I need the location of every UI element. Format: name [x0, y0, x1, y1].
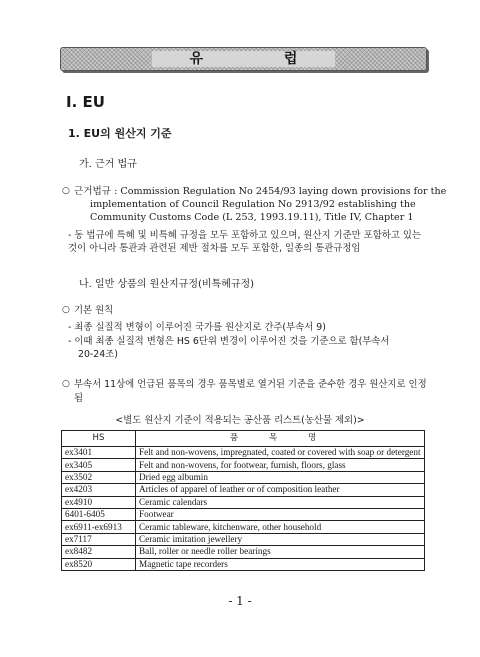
hs-code-cell: ex4203 [62, 484, 136, 496]
table-row [62, 471, 425, 483]
table-row [62, 496, 425, 508]
bullet-circle-icon: ○ [62, 379, 70, 389]
principle-rule-2 [68, 335, 430, 361]
table-row [62, 447, 425, 459]
table-row [62, 521, 425, 533]
legal-basis-note: - 동 법규에 특혜 및 비특혜 규정을 모두 포함하고 있으며, 원산지 기준만 포함하고 있는 것이 아니라 통관과 관련된 제반 절차를 모두 포함한, 일종의 통관규정임 [68, 230, 422, 254]
description-cell: Ceramic imitation jewellery [136, 533, 425, 545]
product-list-table [61, 430, 425, 571]
annex-note-text: 부속서 11상에 언급된 품목의 경우 품목별로 열거된 기준을 준수한 경우 원산지로 인정됨 [74, 379, 427, 404]
chapter-banner [60, 47, 427, 71]
hs-code-cell: ex3405 [62, 459, 136, 471]
page-number: - 1 - [228, 594, 252, 608]
chapter-title: 유 럽 [152, 51, 336, 67]
table-header-row [62, 431, 425, 447]
hs-code-cell: ex7117 [62, 533, 136, 545]
principle-rule-1: - 최종 실질적 변형이 이루어진 국가를 원산지로 간주(부속서 9) [68, 322, 326, 333]
section-heading: Ⅰ. EU [66, 93, 105, 111]
description-cell: Ball, roller or needle roller bearings [136, 546, 425, 558]
bullet-circle-icon: ○ [62, 305, 70, 315]
principle-rule-2-line2: 20-24조) [78, 349, 118, 360]
table-caption: <별도 원산지 기준이 적용되는 공산품 리스트(농산물 제외)> [115, 415, 365, 426]
description-cell: Articles of apparel of leather or of composition leather [136, 484, 425, 496]
hs-code-cell: ex6911-ex6913 [62, 521, 136, 533]
table-row [62, 533, 425, 545]
hs-code-cell: ex4910 [62, 496, 136, 508]
description-cell: Footwear [136, 508, 425, 520]
hs-code-cell: ex3502 [62, 471, 136, 483]
table-row [62, 546, 425, 558]
hs-code-cell: ex3401 [62, 447, 136, 459]
table-row [62, 459, 425, 471]
part-a-heading: 가. 근거 법규 [79, 159, 137, 170]
table-row [62, 558, 425, 570]
hs-code-cell: 6401-6405 [62, 508, 136, 520]
legal-basis-text: 근거법규 : Commission Regulation No 2454/93 laying down provisions for the [74, 186, 447, 197]
principle-label: 기본 원칙 [74, 305, 114, 316]
header-description: 품 목 명 [136, 431, 425, 447]
legal-basis-continuation: implementation of Council Regulation No 2913/92 establishing the Community Customs Code (L 253, 1993.19.11), Title IV, Chapter 1 [90, 199, 416, 223]
description-cell: Magnetic tape recorders [136, 558, 425, 570]
hs-code-cell: ex8520 [62, 558, 136, 570]
hs-code-cell: ex8482 [62, 546, 136, 558]
header-hs: HS [62, 431, 136, 447]
bullet-circle-icon: ○ [62, 186, 70, 196]
description-cell: Ceramic tableware, kitchenware, other household [136, 521, 425, 533]
description-cell: Ceramic calendars [136, 496, 425, 508]
principle-rule-2-line1: - 이때 최종 실질적 변형은 HS 6단위 변경이 이루어진 것을 기준으로 함(부속서 [68, 336, 390, 347]
part-b-heading: 나. 일반 상품의 원산지규정(비특혜규정) [79, 279, 255, 290]
table-row [62, 484, 425, 496]
description-cell: Dried egg albumin [136, 471, 425, 483]
description-cell: Felt and non-wovens, for footwear, furnish, floors, glass [136, 459, 425, 471]
subsection-heading: 1. EU의 원산지 기준 [68, 127, 172, 140]
description-cell: Felt and non-wovens, impregnated, coated or covered with soap or detergent [136, 447, 425, 459]
table-row [62, 508, 425, 520]
